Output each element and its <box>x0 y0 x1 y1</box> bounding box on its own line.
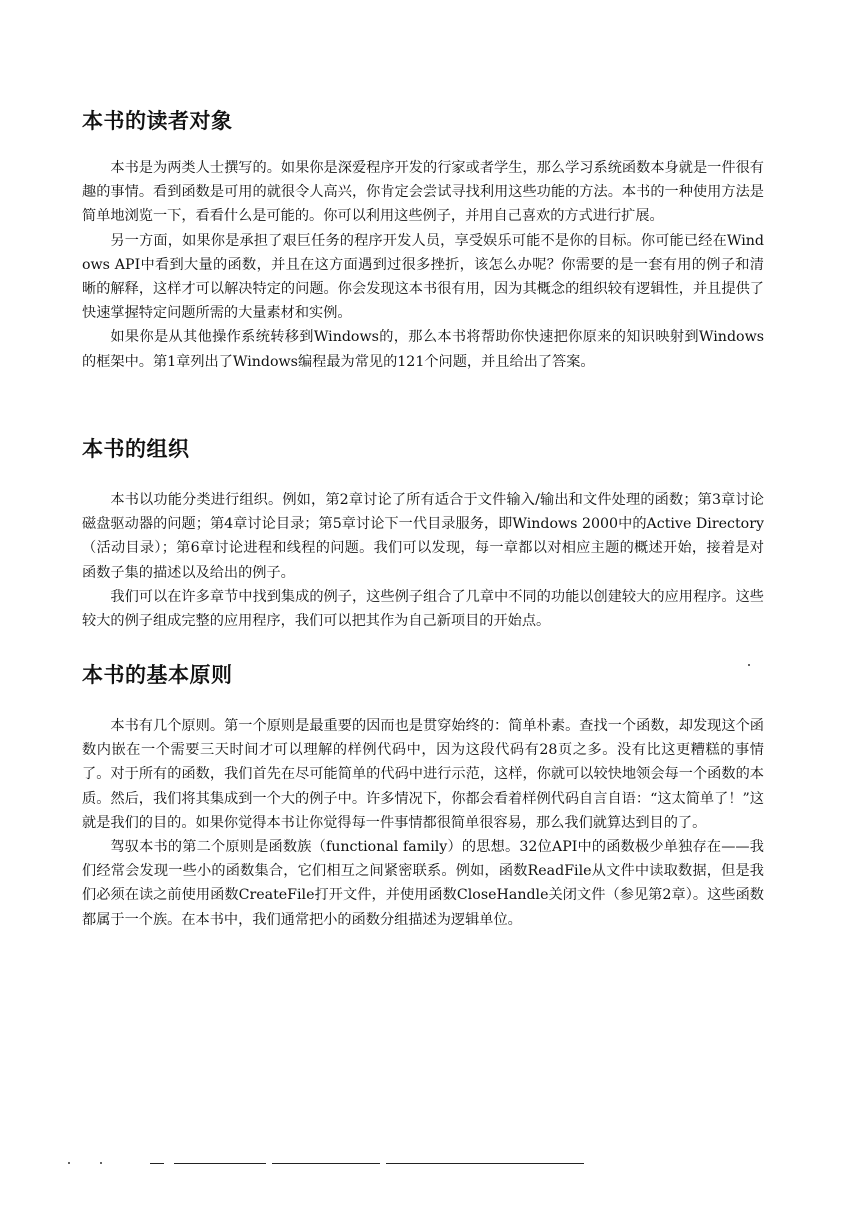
paragraph: 我们可以在许多章节中找到集成的例子，这些例子组合了几章中不同的功能以创建较大的应用程序。这些较大的例子组成完整的应用程序，我们可以把其作为自己新项目的开始点。 <box>82 588 764 630</box>
section-heading: 本书的读者对象 <box>82 109 233 133</box>
paragraph: 本书以功能分类进行组织。例如，第2章讨论了所有适合于文件输入/输出和文件处理的函数；第3章讨论磁盘驱动器的问题；第4章讨论目录；第5章讨论下一代目录服务，即Windows 2000中的Active Directory（活动目录）；第6章讨论进程和线程的问题。我们可以发现，每一章都以对相应主题的概述开始，接着是对函数子集的描述以及给出的例子。 <box>82 492 764 581</box>
scan-speck <box>748 664 750 666</box>
paragraph: 本书有几个原则。第一个原则是最重要的因而也是贯穿始终的：简单朴素。查找一个函数，却发现这个函数内嵌在一个需要三天时间才可以理解的样例代码中，因为这段代码有28页之多。没有比这更糟糕的事情了。对于所有的函数，我们首先在尽可能简单的代码中进行示范，这样，你就可以较快地领会每一个函数的本质。然后，我们将其集成到一个大的例子中。许多情况下，你都会看着样例代码自言自语：“这太简单了！”这就是我们的目的。如果你觉得本书让你觉得每一件事情都很简单很容易，那么我们就算达到目的了。 <box>82 718 764 831</box>
section-heading: 本书的基本原则 <box>82 663 233 687</box>
section-readers <box>82 106 764 374</box>
paragraph: 本书是为两类人士撰写的。如果你是深爱程序开发的行家或者学生，那么学习系统函数本身就是一件很有趣的事情。看到函数是可用的就很令人高兴，你肯定会尝试寻找利用这些功能的方法。本书的一种使用方法是简单地浏览一下，看看什么是可能的。你可以利用这些例子，并用自己喜欢的方式进行扩展。 <box>82 160 764 225</box>
section-heading: 本书的组织 <box>82 437 190 461</box>
paragraph: 驾驭本书的第二个原则是函数族（functional family）的思想。32位API中的函数极少单独存在——我们经常会发现一些小的函数集合，它们相互之间紧密联系。例如，函数ReadFile从文件中读取数据，但是我们必须在读之前使用函数CreateFile打开文件，并使用函数CloseHandle关闭文件（参见第2章）。这些函数都属于一个族。在本书中，我们通常把小的函数分组描述为逻辑单位。 <box>82 839 764 928</box>
footer-rule-segment <box>174 1163 266 1164</box>
scan-speck <box>68 1162 70 1164</box>
paragraph: 如果你是从其他操作系统转移到Windows的，那么本书将帮助你快速把你原来的知识映射到Windows的框架中。第1章列出了Windows编程最为常见的121个问题，并且给出了答案。 <box>82 329 764 370</box>
scan-speck <box>100 1162 102 1164</box>
paragraph: 另一方面，如果你是承担了艰巨任务的程序开发人员，享受娱乐可能不是你的目标。你可能已经在Windows API中看到大量的函数，并且在这方面遇到过很多挫折，该怎么办呢？你需要的是一套有用的例子和清晰的解释，这样才可以解决特定的问题。你会发现这本书很有用，因为其概念的组织较有逻辑性，并且提供了快速掌握特定问题所需的大量素材和实例。 <box>82 232 764 322</box>
footer-rule-segment <box>150 1163 164 1164</box>
section-principles <box>82 660 764 932</box>
footer-rule-segment <box>386 1163 584 1164</box>
section-organization <box>82 434 764 633</box>
footer-rule-segment <box>272 1163 380 1164</box>
